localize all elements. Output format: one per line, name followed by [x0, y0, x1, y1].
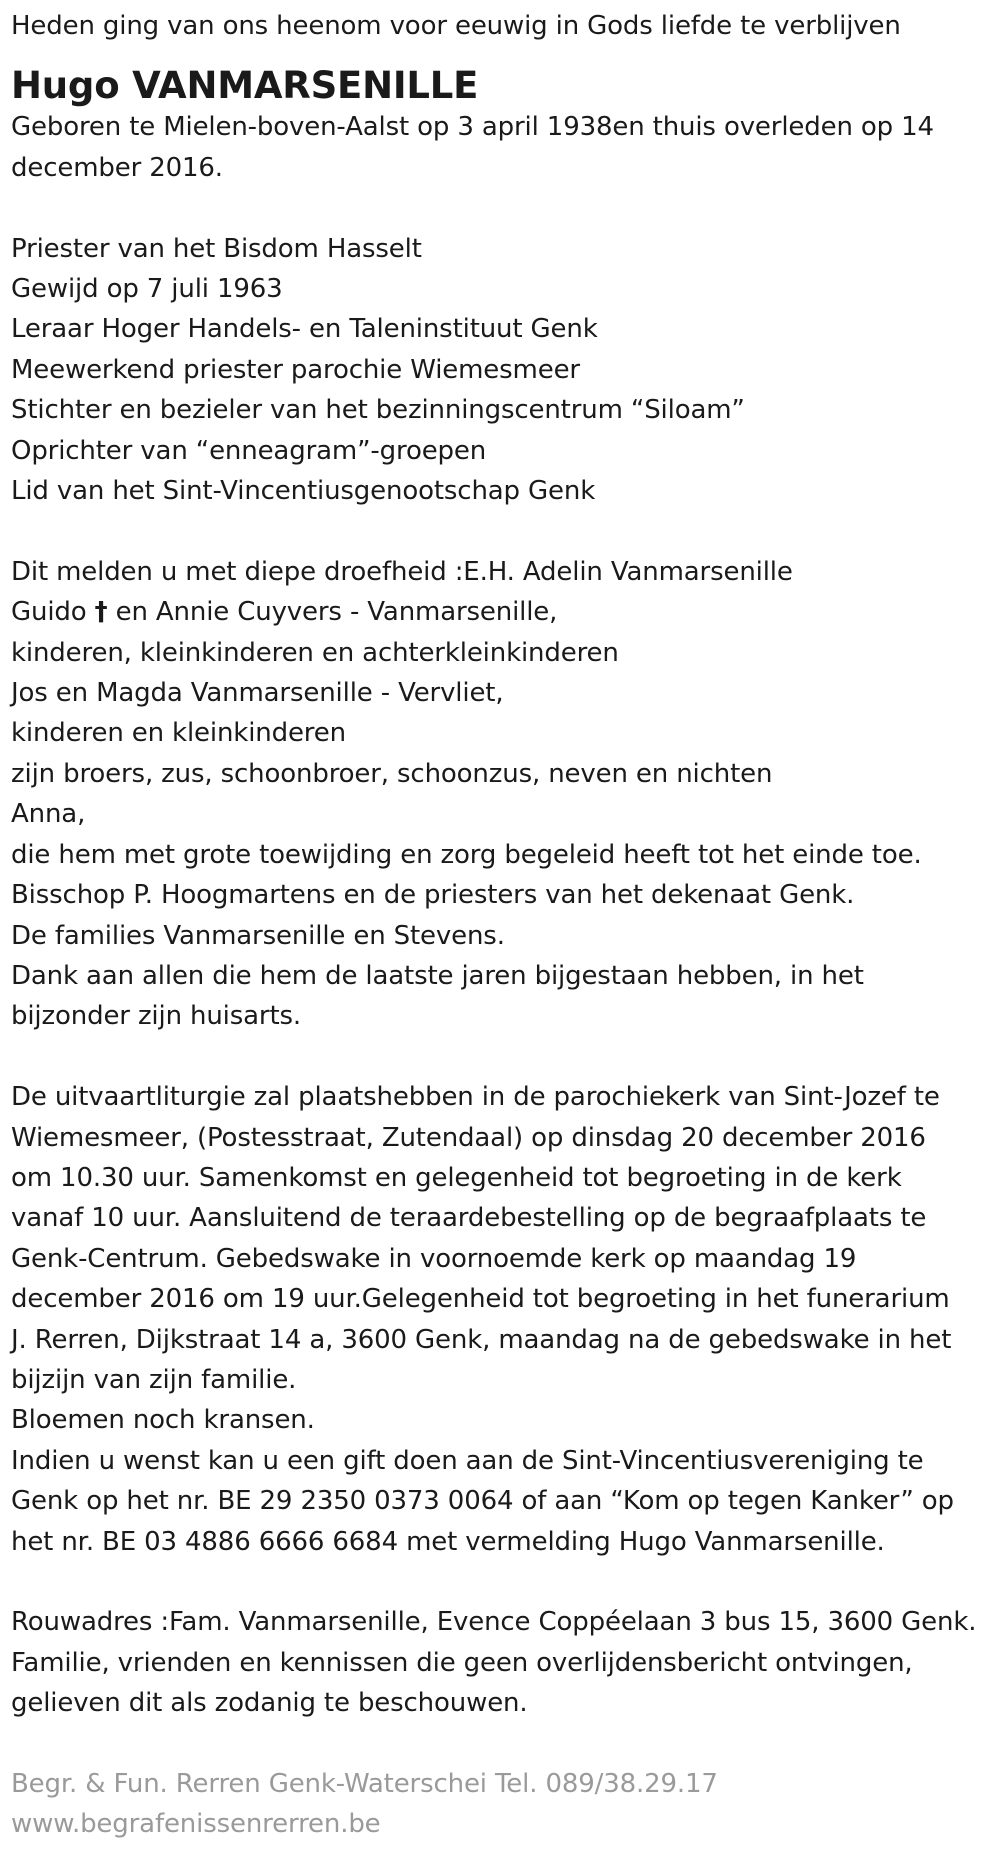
funeral-line: december 2016 om 19 uur.Gelegenheid tot begroeting in het funerarium	[11, 1284, 950, 1315]
spacer	[11, 1724, 1000, 1764]
intro-text: Heden ging van ons heenom voor eeuwig in Gods liefde te verblijven	[11, 11, 901, 41]
undertaker-info: Begr. & Fun. Rerren Genk-Waterschei Tel. 089/38.29.17	[11, 1768, 718, 1799]
spacer	[11, 188, 1000, 228]
guido-name: Guido	[11, 597, 87, 628]
address-section	[11, 1602, 1000, 1723]
mourners-line: Jos en Magda Vanmarsenille - Vervliet,	[11, 678, 504, 709]
spacer	[11, 1037, 1000, 1077]
mourners-section	[11, 552, 1000, 1037]
mourners-line: kinderen en kleinkinderen	[11, 718, 346, 749]
career-line: Oprichter van “enneagram”-groepen	[11, 435, 487, 466]
birth-line: december 2016.	[11, 152, 223, 183]
guido-rest: en Annie Cuyvers - Vanmarsenille,	[115, 597, 558, 628]
mourners-line: zijn broers, zus, schoonbroer, schoonzus, neven en nichten	[11, 758, 773, 789]
mourners-line: De families Vanmarsenille en Stevens.	[11, 920, 505, 951]
address-line: Familie, vrienden en kennissen die geen overlijdensbericht ontvingen,	[11, 1647, 913, 1678]
mourners-line: die hem met grote toewijding en zorg begeleid heeft tot het einde toe.	[11, 839, 922, 870]
career-section	[11, 229, 1000, 512]
career-line: Leraar Hoger Handels- en Taleninstituut Genk	[11, 314, 598, 345]
funeral-line: Genk-Centrum. Gebedswake in voornoemde kerk op maandag 19	[11, 1243, 857, 1274]
spacer	[11, 1562, 1000, 1602]
funeral-section	[11, 1077, 1000, 1562]
birth-death-section	[11, 107, 1000, 188]
mourners-line: bijzonder zijn huisarts.	[11, 1001, 302, 1032]
career-line: Lid van het Sint-Vincentiusgenootschap Genk	[11, 476, 596, 507]
career-line: Gewijd op 7 juli 1963	[11, 274, 283, 305]
funeral-line: De uitvaartliturgie zal plaatshebben in de parochiekerk van Sint-Jozef te	[11, 1082, 940, 1113]
mourners-line: Dank aan allen die hem de laatste jaren bijgestaan hebben, in het	[11, 960, 864, 991]
funeral-line: bijzijn van zijn familie.	[11, 1364, 297, 1395]
funeral-line: Genk op het nr. BE 29 2350 0373 0064 of aan “Kom op tegen Kanker” op	[11, 1486, 954, 1517]
funeral-line: J. Rerren, Dijkstraat 14 a, 3600 Genk, maandag na de gebedswake in het	[11, 1324, 952, 1355]
funeral-line: om 10.30 uur. Samenkomst en gelegenheid tot begroeting in de kerk	[11, 1162, 902, 1193]
mourners-line-guido	[11, 592, 1000, 632]
deceased-name: Hugo VANMARSENILLE	[11, 64, 479, 108]
career-line: Stichter en bezieler van het bezinningscentrum “Siloam”	[11, 395, 745, 426]
footer	[11, 1764, 1000, 1845]
mourners-line: Anna,	[11, 799, 86, 830]
funeral-line: Indien u wenst kan u een gift doen aan de Sint-Vincentiusvereniging te	[11, 1445, 924, 1476]
address-line: gelieven dit als zodanig te beschouwen.	[11, 1688, 528, 1719]
funeral-line: het nr. BE 03 4886 6666 6684 met vermelding Hugo Vanmarsenille.	[11, 1526, 885, 1557]
cross-icon: †	[94, 597, 108, 628]
mourners-line: kinderen, kleinkinderen en achterkleinkinderen	[11, 637, 619, 668]
address-line: Rouwadres :Fam. Vanmarsenille, Evence Coppéelaan 3 bus 15, 3600 Genk.	[11, 1607, 977, 1638]
spacer	[11, 511, 1000, 551]
mourners-line: Bisschop P. Hoogmartens en de priesters van het dekenaat Genk.	[11, 880, 855, 911]
career-line: Meewerkend priester parochie Wiemesmeer	[11, 354, 580, 385]
career-line: Priester van het Bisdom Hasselt	[11, 233, 422, 264]
funeral-line: Wiemesmeer, (Postesstraat, Zutendaal) op dinsdag 20 december 2016	[11, 1122, 926, 1153]
mourners-line: Dit melden u met diepe droefheid :E.H. Adelin Vanmarsenille	[11, 556, 793, 587]
funeral-line: Bloemen noch kransen.	[11, 1405, 315, 1436]
birth-line: Geboren te Mielen-boven-Aalst op 3 april 1938en thuis overleden op 14	[11, 112, 934, 143]
website-link[interactable]: www.begrafenissenrerren.be	[11, 1809, 381, 1840]
funeral-line: vanaf 10 uur. Aansluitend de teraardebestelling op de begraafplaats te	[11, 1203, 927, 1234]
